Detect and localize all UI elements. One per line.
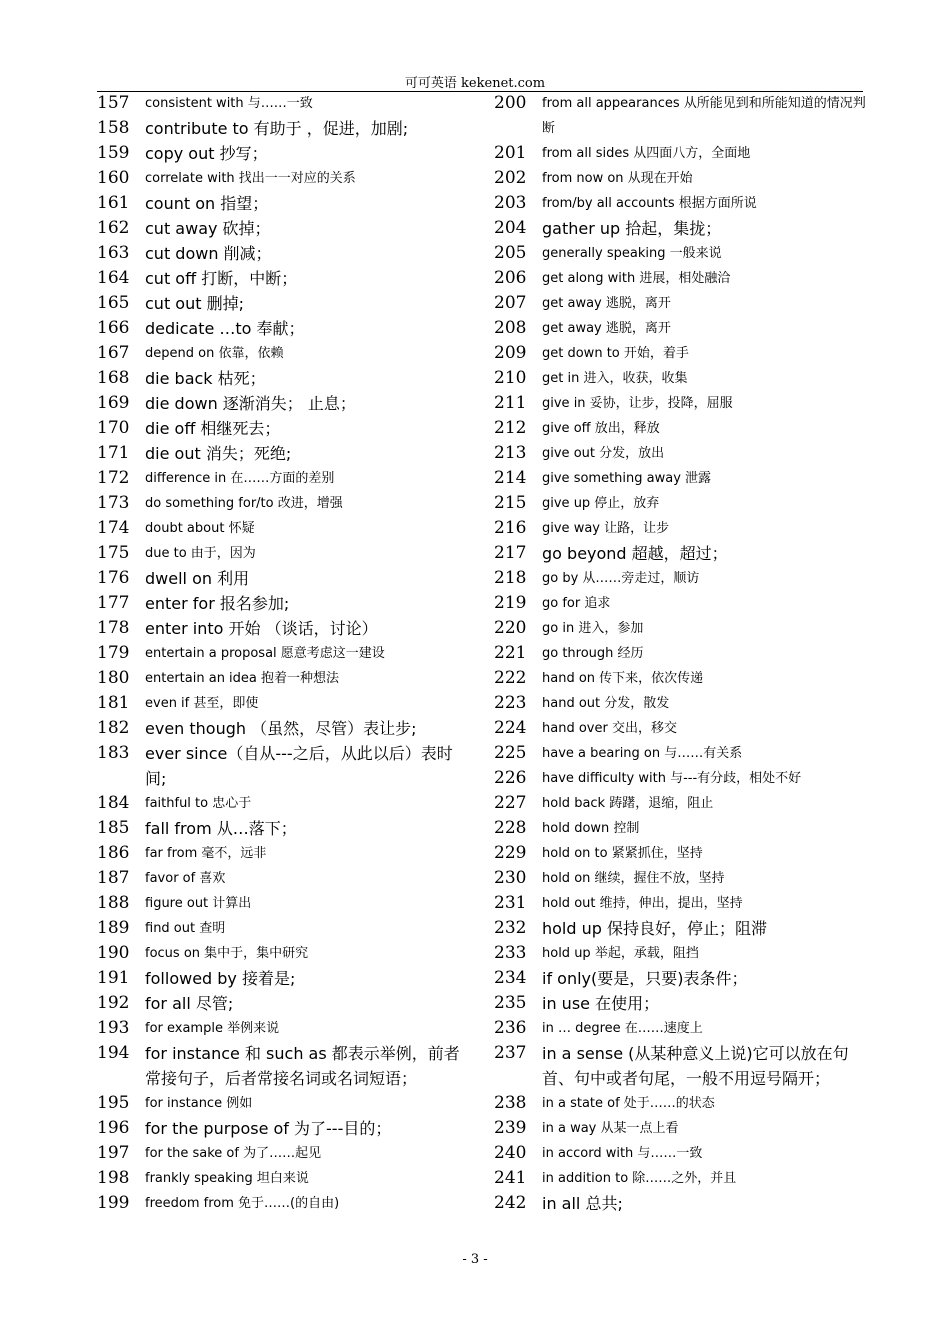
vocab-entry [97, 1116, 472, 1141]
vocab-entry [494, 866, 866, 891]
entry-number: 186 [97, 843, 130, 863]
entry-text: dwell on 利用 [145, 569, 250, 588]
entry-number: 172 [97, 468, 130, 488]
vocab-entry [97, 541, 472, 566]
entry-number: 180 [97, 668, 130, 688]
entry-number: 169 [97, 393, 130, 413]
entry-number: 214 [494, 468, 527, 488]
entry-text: die off 相继死去； [145, 419, 281, 438]
entry-text: have difficulty with 与---有分歧，相处不好 [542, 771, 802, 786]
vocab-entry [494, 466, 866, 491]
entry-number: 189 [97, 918, 130, 938]
entry-number: 213 [494, 443, 527, 463]
vocab-entry [97, 1041, 472, 1091]
entry-text: for instance 和 such as 都表示举例，前者常接句子，后者常接名词或名词短语； [145, 1044, 460, 1088]
entry-number: 198 [97, 1168, 130, 1188]
vocab-entry [494, 1091, 866, 1116]
vocab-entry [494, 666, 866, 691]
entry-text: for the sake of 为了……起见 [145, 1146, 322, 1161]
entry-text: contribute to 有助于 ，促进，加剧; [145, 119, 409, 138]
vocab-entry [494, 1191, 866, 1216]
entry-number: 167 [97, 343, 130, 363]
entry-number: 204 [494, 218, 527, 238]
entry-text: get away 逃脱，离开 [542, 321, 671, 336]
entry-text: correlate with 找出一一对应的关系 [145, 171, 356, 186]
entry-text: get away 逃脱，离开 [542, 296, 671, 311]
entry-number: 179 [97, 643, 130, 663]
vocab-entry [494, 916, 866, 941]
vocab-entry [97, 466, 472, 491]
right-column [494, 91, 866, 1216]
vocab-entry [97, 1141, 472, 1166]
entry-number: 215 [494, 493, 527, 513]
vocab-entry [494, 291, 866, 316]
entry-number: 191 [97, 968, 130, 988]
vocab-entry [97, 891, 472, 916]
entry-number: 181 [97, 693, 130, 713]
vocab-entry [494, 991, 866, 1016]
entry-text: for example 举例来说 [145, 1021, 280, 1036]
entry-text: copy out 抄写； [145, 144, 268, 163]
entry-number: 175 [97, 543, 130, 563]
vocab-entry [494, 1041, 866, 1091]
entry-text: do something for/to 改进，增强 [145, 496, 343, 511]
entry-text: hold on to 紧紧抓住，坚持 [542, 846, 703, 861]
vocab-entry [97, 841, 472, 866]
entry-text: in a way 从某一点上看 [542, 1121, 679, 1136]
entry-number: 200 [494, 93, 527, 113]
vocab-entry [494, 266, 866, 291]
entry-text: in all 总共; [542, 1194, 623, 1213]
vocab-entry [97, 566, 472, 591]
entry-number: 202 [494, 168, 527, 188]
entry-number: 224 [494, 718, 527, 738]
entry-text: ever since（自从---之后，从此以后）表时间; [145, 744, 453, 788]
entry-text: from all appearances 从所能见到和所能知道的情况判断 [542, 96, 866, 136]
entry-number: 196 [97, 1118, 130, 1138]
vocab-entry [97, 816, 472, 841]
entry-text: have a bearing on 与……有关系 [542, 746, 743, 761]
entry-number: 203 [494, 193, 527, 213]
entry-text: hand on 传下来，依次传递 [542, 671, 704, 686]
entry-number: 216 [494, 518, 527, 538]
entry-text: hold out 维持，伸出，提出，坚持 [542, 896, 743, 911]
vocab-entry [97, 241, 472, 266]
vocab-entry [97, 666, 472, 691]
entry-number: 157 [97, 93, 130, 113]
vocab-entry [97, 716, 472, 741]
vocab-entry [97, 1016, 472, 1041]
vocab-entry [97, 1166, 472, 1191]
entry-text: in accord with 与……一致 [542, 1146, 703, 1161]
entry-number: 220 [494, 618, 527, 638]
entry-number: 242 [494, 1193, 527, 1213]
entry-text: for the purpose of 为了---目的； [145, 1119, 392, 1138]
entry-number: 176 [97, 568, 130, 588]
entry-text: focus on 集中于，集中研究 [145, 946, 309, 961]
vocab-entry [97, 291, 472, 316]
vocab-entry [97, 191, 472, 216]
vocab-entry [97, 966, 472, 991]
vocab-entry [97, 266, 472, 291]
entry-number: 218 [494, 568, 527, 588]
entry-number: 177 [97, 593, 130, 613]
vocab-entry [494, 691, 866, 716]
entry-number: 208 [494, 318, 527, 338]
entry-text: give up 停止，放弃 [542, 496, 660, 511]
entry-text: give something away 泄露 [542, 471, 712, 486]
entry-number: 221 [494, 643, 527, 663]
vocab-entry [494, 516, 866, 541]
entry-text: figure out 计算出 [145, 896, 252, 911]
entry-text: give out 分发，放出 [542, 446, 665, 461]
entry-number: 162 [97, 218, 130, 238]
entry-text: frankly speaking 坦白来说 [145, 1171, 309, 1186]
entry-text: far from 毫不，远非 [145, 846, 267, 861]
entry-number: 210 [494, 368, 527, 388]
entry-text: hold down 控制 [542, 821, 640, 836]
entry-text: die back 枯死； [145, 369, 266, 388]
entry-text: favor of 喜欢 [145, 871, 226, 886]
entry-text: from all sides 从四面八方，全面地 [542, 146, 751, 161]
entry-text: dedicate …to 奉献； [145, 319, 305, 338]
entry-text: count on 指望； [145, 194, 269, 213]
vocab-entry [494, 491, 866, 516]
entry-text: hold back 踌躇，退缩，阻止 [542, 796, 714, 811]
entry-number: 212 [494, 418, 527, 438]
entry-number: 241 [494, 1168, 527, 1188]
vocab-entry [97, 416, 472, 441]
entry-number: 236 [494, 1018, 527, 1038]
entry-number: 209 [494, 343, 527, 363]
vocab-entry [97, 116, 472, 141]
entry-text: in use 在使用； [542, 994, 660, 1013]
vocab-entry [494, 141, 866, 166]
vocab-entry [97, 591, 472, 616]
entry-text: in addition to 除……之外，并且 [542, 1171, 737, 1186]
entry-text: hand out 分发，散发 [542, 696, 670, 711]
entry-number: 205 [494, 243, 527, 263]
entry-text: if only(要是，只要)表条件； [542, 969, 748, 988]
entry-text: from now on 从现在开始 [542, 171, 693, 186]
entry-number: 199 [97, 1193, 130, 1213]
vocab-entry [97, 916, 472, 941]
vocab-entry [97, 341, 472, 366]
entry-text: freedom from 免于……(的自由) [145, 1196, 340, 1211]
entry-number: 201 [494, 143, 527, 163]
left-column [97, 91, 472, 1216]
entry-text: from/by all accounts 根据方面所说 [542, 196, 757, 211]
vocab-entry [494, 316, 866, 341]
entry-number: 171 [97, 443, 130, 463]
vocab-entry [97, 616, 472, 641]
entry-text: depend on 依靠，依赖 [145, 346, 284, 361]
entry-text: fall from 从…落下； [145, 819, 297, 838]
entry-text: cut out 删掉; [145, 294, 244, 313]
entry-text: go through 经历 [542, 646, 644, 661]
entry-number: 193 [97, 1018, 130, 1038]
entry-text: gather up 拾起，集拢； [542, 219, 722, 238]
entry-number: 219 [494, 593, 527, 613]
entry-number: 195 [97, 1093, 130, 1113]
entry-text: for all 尽管; [145, 994, 234, 1013]
entry-text: difference in 在……方面的差别 [145, 471, 335, 486]
entry-number: 194 [97, 1043, 130, 1063]
vocab-entry [494, 766, 866, 791]
entry-text: followed by 接着是; [145, 969, 296, 988]
vocab-entry [97, 141, 472, 166]
vocab-entry [97, 641, 472, 666]
entry-text: entertain an idea 抱着一种想法 [145, 671, 340, 686]
vocab-entry [97, 441, 472, 466]
vocab-entry [97, 391, 472, 416]
entry-number: 217 [494, 543, 527, 563]
entry-number: 222 [494, 668, 527, 688]
entry-number: 207 [494, 293, 527, 313]
entry-text: even if 甚至，即使 [145, 696, 259, 711]
entry-text: cut down 削减； [145, 244, 272, 263]
entry-number: 161 [97, 193, 130, 213]
entry-text: give in 妥协，让步，投降，屈服 [542, 396, 733, 411]
entry-number: 206 [494, 268, 527, 288]
entry-text: generally speaking 一般来说 [542, 246, 722, 261]
vocab-entry [494, 616, 866, 641]
entry-text: in … degree 在……速度上 [542, 1021, 703, 1036]
entry-text: die down 逐渐消失； 止息； [145, 394, 356, 413]
vocab-entry [97, 216, 472, 241]
entry-number: 237 [494, 1043, 527, 1063]
entry-number: 223 [494, 693, 527, 713]
entry-text: hold up 保持良好，停止；阻滞 [542, 919, 768, 938]
entry-number: 190 [97, 943, 130, 963]
vocab-entry [494, 791, 866, 816]
vocab-entry [494, 1116, 866, 1141]
entry-number: 240 [494, 1143, 527, 1163]
vocab-entry [494, 441, 866, 466]
entry-number: 168 [97, 368, 130, 388]
entry-number: 170 [97, 418, 130, 438]
entry-text: hand over 交出，移交 [542, 721, 677, 736]
vocab-entry [494, 816, 866, 841]
entry-number: 159 [97, 143, 130, 163]
entry-text: faithful to 忠心于 [145, 796, 252, 811]
vocab-entry [494, 341, 866, 366]
entry-text: go by 从……旁走过，顺访 [542, 571, 700, 586]
vocab-entry [494, 241, 866, 266]
entry-number: 160 [97, 168, 130, 188]
entry-number: 211 [494, 393, 527, 413]
vocab-entry [494, 391, 866, 416]
entry-text: enter for 报名参加; [145, 594, 290, 613]
vocab-entry [494, 891, 866, 916]
entry-text: doubt about 怀疑 [145, 521, 255, 536]
entry-text: in a sense (从某种意义上说)它可以放在句首、句中或者句尾，一般不用逗号隔开； [542, 1044, 849, 1088]
vocab-entry [494, 191, 866, 216]
vocab-entry [97, 491, 472, 516]
vocab-entry [97, 316, 472, 341]
entry-number: 178 [97, 618, 130, 638]
entry-number: 187 [97, 868, 130, 888]
vocab-entry [494, 91, 866, 141]
entry-text: go in 进入，参加 [542, 621, 644, 636]
entry-number: 226 [494, 768, 527, 788]
entry-text: hold up 举起，承载，阻挡 [542, 946, 699, 961]
entry-text: due to 由于，因为 [145, 546, 256, 561]
entry-number: 174 [97, 518, 130, 538]
entry-text: in a state of 处于……的状态 [542, 1096, 715, 1111]
vocab-entry [494, 591, 866, 616]
entry-text: entertain a proposal 愿意考虑这一建设 [145, 646, 385, 661]
entry-number: 235 [494, 993, 527, 1013]
vocab-entry [97, 1091, 472, 1116]
entry-number: 227 [494, 793, 527, 813]
entry-number: 230 [494, 868, 527, 888]
vocab-entry [494, 1166, 866, 1191]
vocab-entry [97, 91, 472, 116]
entry-text: hold on 继续，握住不放，坚持 [542, 871, 725, 886]
entry-number: 239 [494, 1118, 527, 1138]
entry-number: 228 [494, 818, 527, 838]
vocab-entry [494, 1016, 866, 1041]
vocab-entry [494, 716, 866, 741]
vocab-entry [494, 416, 866, 441]
vocab-entry [494, 541, 866, 566]
vocab-entry [97, 516, 472, 541]
entry-number: 163 [97, 243, 130, 263]
entry-number: 192 [97, 993, 130, 1013]
entry-text: get along with 进展，相处融洽 [542, 271, 731, 286]
vocab-entry [97, 941, 472, 966]
entry-text: get down to 开始，着手 [542, 346, 689, 361]
entry-number: 234 [494, 968, 527, 988]
vocab-entry [97, 791, 472, 816]
entry-text: cut off 打断，中断； [145, 269, 298, 288]
vocab-entry [97, 166, 472, 191]
entry-number: 165 [97, 293, 130, 313]
vocab-entry [97, 1191, 472, 1216]
page-number: - 3 - [462, 1252, 488, 1267]
vocab-entry [97, 366, 472, 391]
entry-number: 188 [97, 893, 130, 913]
entry-number: 233 [494, 943, 527, 963]
vocab-entry [494, 366, 866, 391]
vocab-entry [494, 566, 866, 591]
vocab-entry [97, 741, 472, 791]
entry-text: go for 追求 [542, 596, 611, 611]
vocab-entry [494, 216, 866, 241]
entry-text: even though （虽然，尽管）表让步; [145, 719, 417, 738]
vocab-entry [494, 966, 866, 991]
vocab-entry [494, 641, 866, 666]
entry-text: cut away 砍掉； [145, 219, 271, 238]
vocab-entry [494, 841, 866, 866]
vocab-entry [97, 991, 472, 1016]
entry-text: give way 让路，让步 [542, 521, 670, 536]
entry-text: for instance 例如 [145, 1096, 253, 1111]
entry-number: 158 [97, 118, 130, 138]
entry-number: 197 [97, 1143, 130, 1163]
entry-number: 182 [97, 718, 130, 738]
entry-number: 164 [97, 268, 130, 288]
vocab-entry [494, 741, 866, 766]
entry-text: consistent with 与……一致 [145, 96, 313, 111]
entry-number: 183 [97, 743, 130, 763]
entry-number: 184 [97, 793, 130, 813]
entry-text: get in 进入，收获，收集 [542, 371, 688, 386]
entry-number: 231 [494, 893, 527, 913]
entry-number: 238 [494, 1093, 527, 1113]
entry-number: 225 [494, 743, 527, 763]
entry-text: die out 消失；死绝; [145, 444, 292, 463]
entry-text: enter into 开始 （谈话，讨论） [145, 619, 378, 638]
entry-number: 185 [97, 818, 130, 838]
entry-text: find out 查明 [145, 921, 226, 936]
vocab-entry [494, 941, 866, 966]
entry-text: go beyond 超越，超过； [542, 544, 728, 563]
entry-text: give off 放出，释放 [542, 421, 660, 436]
vocab-entry [97, 691, 472, 716]
entry-number: 166 [97, 318, 130, 338]
vocab-entry [494, 166, 866, 191]
vocab-entry [97, 866, 472, 891]
entry-number: 229 [494, 843, 527, 863]
entry-number: 173 [97, 493, 130, 513]
vocab-entry [494, 1141, 866, 1166]
page-header: 可可英语 kekenet.com [404, 76, 546, 91]
entry-number: 232 [494, 918, 527, 938]
